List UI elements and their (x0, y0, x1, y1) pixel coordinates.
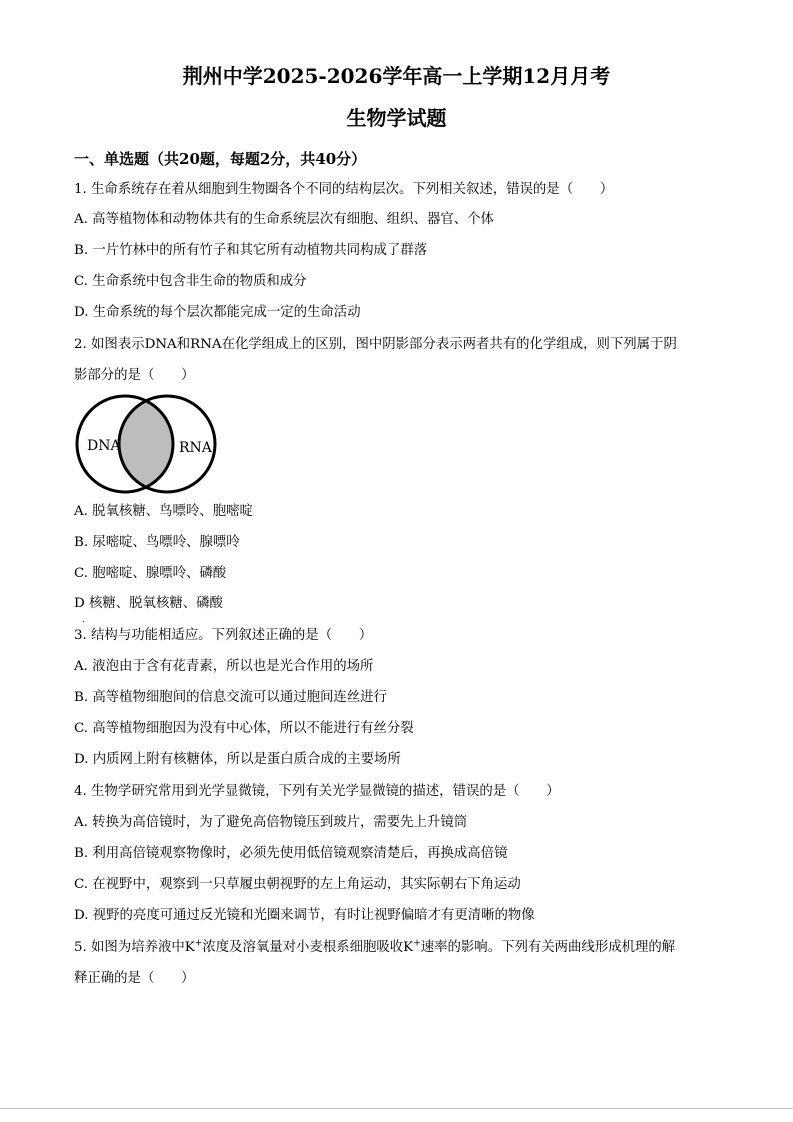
q5-superscript-2: + (413, 938, 421, 949)
q5-superscript-1: + (194, 938, 203, 949)
q1-option-d: D. 生命系统的每个层次都能完成一定的生命活动 (74, 305, 361, 320)
exam-title: 荆州中学2025-2026学年高一上学期12月月考 (182, 64, 611, 88)
q1-option-a: A. 高等植物体和动物体共有的生命系统层次有细胞、组织、器官、个体 (74, 212, 494, 227)
q3-option-c: C. 高等植物细胞因为没有中心体，所以不能进行有丝分裂 (74, 721, 414, 736)
q3-stem: 3. 结构与功能相适应。下列叙述正确的是（ ） (74, 628, 373, 643)
q5-stem-part1: 5. 如图为培养液中K (74, 940, 195, 955)
q1-option-b: B. 一片竹林中的所有竹子和其它所有动植物共同构成了群落 (74, 243, 428, 258)
q3-option-b: B. 高等植物细胞间的信息交流可以通过胞间连丝进行 (74, 690, 387, 705)
q2-stem-line1: 2. 如图表示DNA和RNA在化学组成上的区别，图中阴影部分表示两者共有的化学组成，则下列属于阴 (74, 337, 677, 352)
q5-stem-line2: 释正确的是（ ） (74, 971, 195, 986)
q1-option-c: C. 生命系统中包含非生命的物质和成分 (74, 274, 307, 289)
footer-rule (0, 1108, 793, 1109)
q2-stem-line2: 影部分的是（ ） (74, 368, 195, 383)
q2-option-a: A. 脱氧核糖、鸟嘌呤、胞嘧啶 (74, 504, 253, 519)
q5-stem-part2: 浓度及溶氧量对小麦根系细胞吸收K (202, 940, 414, 955)
q3-option-d: D. 内质网上附有核糖体，所以是蛋白质合成的主要场所 (74, 752, 401, 767)
q4-option-d: D. 视野的亮度可通过反光镜和光圈来调节，有时让视野偏暗才有更清晰的物像 (74, 908, 535, 923)
venn-label-dna: DNA (87, 438, 121, 454)
q4-option-b: B. 利用高倍镜观察物像时，必须先使用低倍镜观察清楚后，再换成高倍镜 (74, 846, 508, 861)
q1-stem: 1. 生命系统存在着从细胞到生物圈各个不同的结构层次。下列相关叙述，错误的是（ ） (74, 182, 614, 197)
q4-option-c: C. 在视野中，观察到一只草履虫朝视野的左上角运动，其实际朝右下角运动 (74, 877, 521, 892)
q4-option-a: A. 转换为高倍镜时，为了避免高倍物镜压到玻片，需要先上升镜筒 (74, 815, 468, 830)
q2-option-d: D 核糖、脱氧核糖、磷酸 (74, 596, 223, 611)
q3-option-a: A. 液泡由于含有花青素，所以也是光合作用的场所 (74, 659, 374, 674)
q5-stem-line1 (74, 940, 675, 956)
q5-stem-part3: 速率的影响。下列有关两曲线形成机理的解 (420, 940, 676, 955)
venn-diagram (72, 394, 220, 494)
q4-stem: 4. 生物学研究常用到光学显微镜，下列有关光学显微镜的描述，错误的是（ ） (74, 784, 560, 799)
q2-option-d-dot: . (82, 615, 85, 624)
q2-option-c: C. 胞嘧啶、腺嘌呤、磷酸 (74, 566, 227, 581)
q2-option-b: B. 尿嘧啶、鸟嘌呤、腺嘌呤 (74, 535, 240, 550)
exam-subtitle: 生物学试题 (346, 106, 447, 130)
section-heading: 一、单选题（共20题，每题2分，共40分） (74, 150, 367, 168)
venn-label-rna: RNA (179, 440, 212, 456)
